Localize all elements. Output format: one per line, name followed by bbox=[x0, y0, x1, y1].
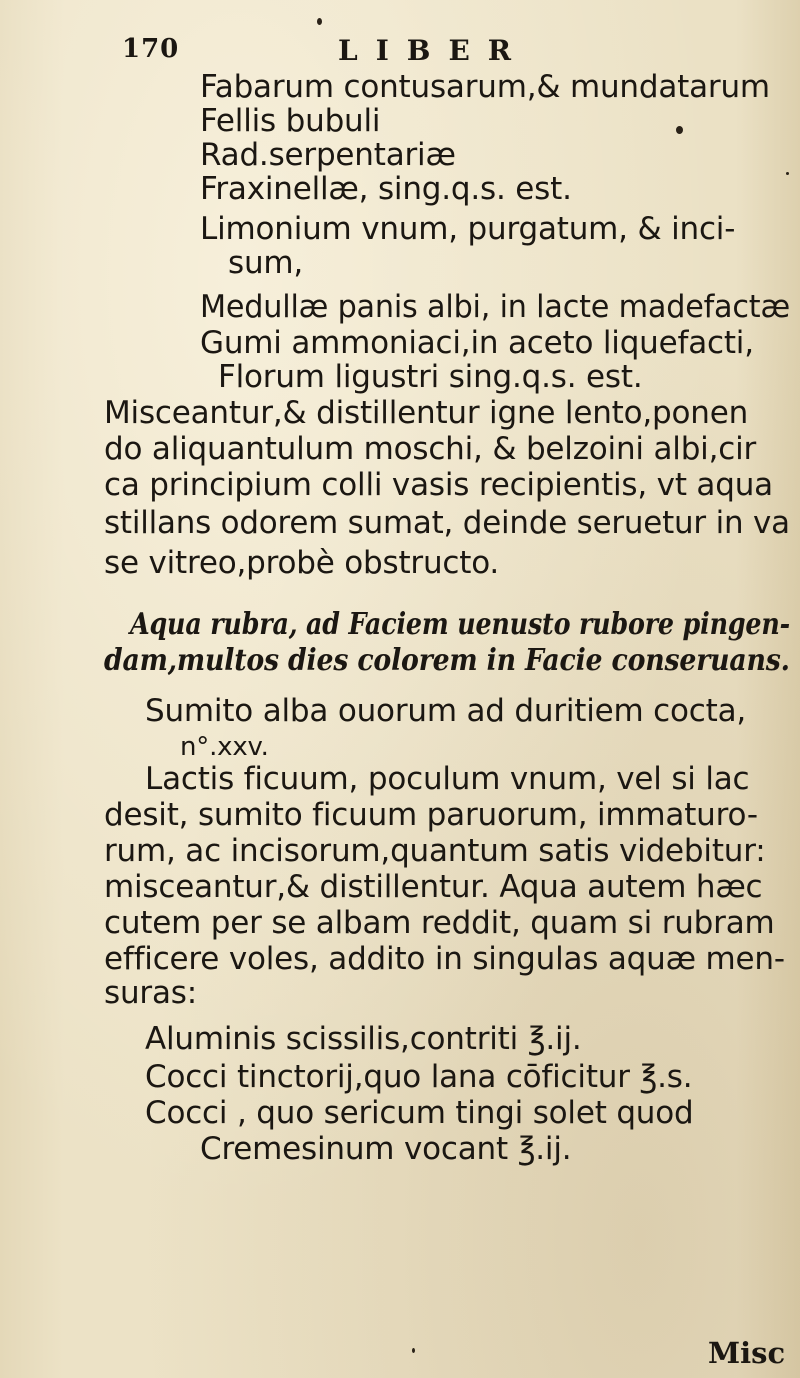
text-line: Fellis bubuli bbox=[200, 103, 381, 139]
section-heading: dam,multos dies colorem in Facie conseruans. bbox=[104, 643, 790, 678]
text-line: n°.xxv. bbox=[180, 732, 269, 762]
text-line: se vitreo,probè obstructo. bbox=[104, 545, 500, 581]
text-line: Rad.serpentariæ bbox=[200, 137, 456, 173]
ink-speck bbox=[412, 1348, 415, 1353]
text-line: Sumito alba ouorum ad duritiem cocta, bbox=[145, 693, 747, 729]
running-head: LIBER bbox=[338, 34, 530, 67]
text-line: Lactis ficuum, poculum vnum, vel si lac bbox=[145, 761, 750, 797]
text-line: stillans odorem sumat, deinde seruetur in va bbox=[104, 505, 790, 541]
text-line: desit, sumito ficuum paruorum, immaturo- bbox=[104, 797, 758, 833]
ink-speck bbox=[317, 18, 322, 25]
text-line: Fraxinellæ, sing.q.s. est. bbox=[200, 171, 572, 207]
text-line: do aliquantulum moschi, & belzoini albi,cir bbox=[104, 431, 757, 467]
text-line: Cocci , quo sericum tingi solet quod bbox=[145, 1095, 694, 1131]
text-line: Medullæ panis albi, in lacte madefactæ bbox=[200, 289, 790, 325]
catchword: Misc bbox=[708, 1336, 786, 1370]
page-number: 170 bbox=[122, 34, 180, 64]
section-heading: Aqua rubra, ad Faciem uenusto rubore pingen- bbox=[130, 607, 790, 642]
text-line: Misceantur,& distillentur igne lento,ponen bbox=[104, 395, 749, 431]
text-line: Cocci tinctorij,quo lana cōficitur ℥.s. bbox=[145, 1059, 693, 1095]
text-line: Florum ligustri sing.q.s. est. bbox=[218, 359, 643, 395]
ink-speck bbox=[676, 126, 683, 134]
text-line: Aluminis scissilis,contriti ℥.ij. bbox=[145, 1021, 582, 1057]
text-line: Limonium vnum, purgatum, & inci- bbox=[200, 211, 736, 247]
text-line: Fabarum contusarum,& mundatarum bbox=[200, 69, 770, 105]
text-line: sum, bbox=[228, 245, 304, 281]
text-line: suras: bbox=[104, 975, 197, 1011]
text-line: Cremesinum vocant ℥.ij. bbox=[200, 1131, 572, 1167]
text-line: efficere voles, addito in singulas aquæ men- bbox=[104, 941, 785, 977]
ink-speck bbox=[786, 172, 789, 175]
text-line: ca principium colli vasis recipientis, vt aqua bbox=[104, 467, 773, 503]
page-header bbox=[0, 34, 800, 74]
text-line: rum, ac incisorum,quantum satis videbitur: bbox=[104, 833, 766, 869]
text-line: cutem per se albam reddit, quam si rubram bbox=[104, 905, 775, 941]
text-line: misceantur,& distillentur. Aqua autem hæc bbox=[104, 869, 763, 905]
text-line: Gumi ammoniaci,in aceto liquefacti, bbox=[200, 325, 754, 361]
